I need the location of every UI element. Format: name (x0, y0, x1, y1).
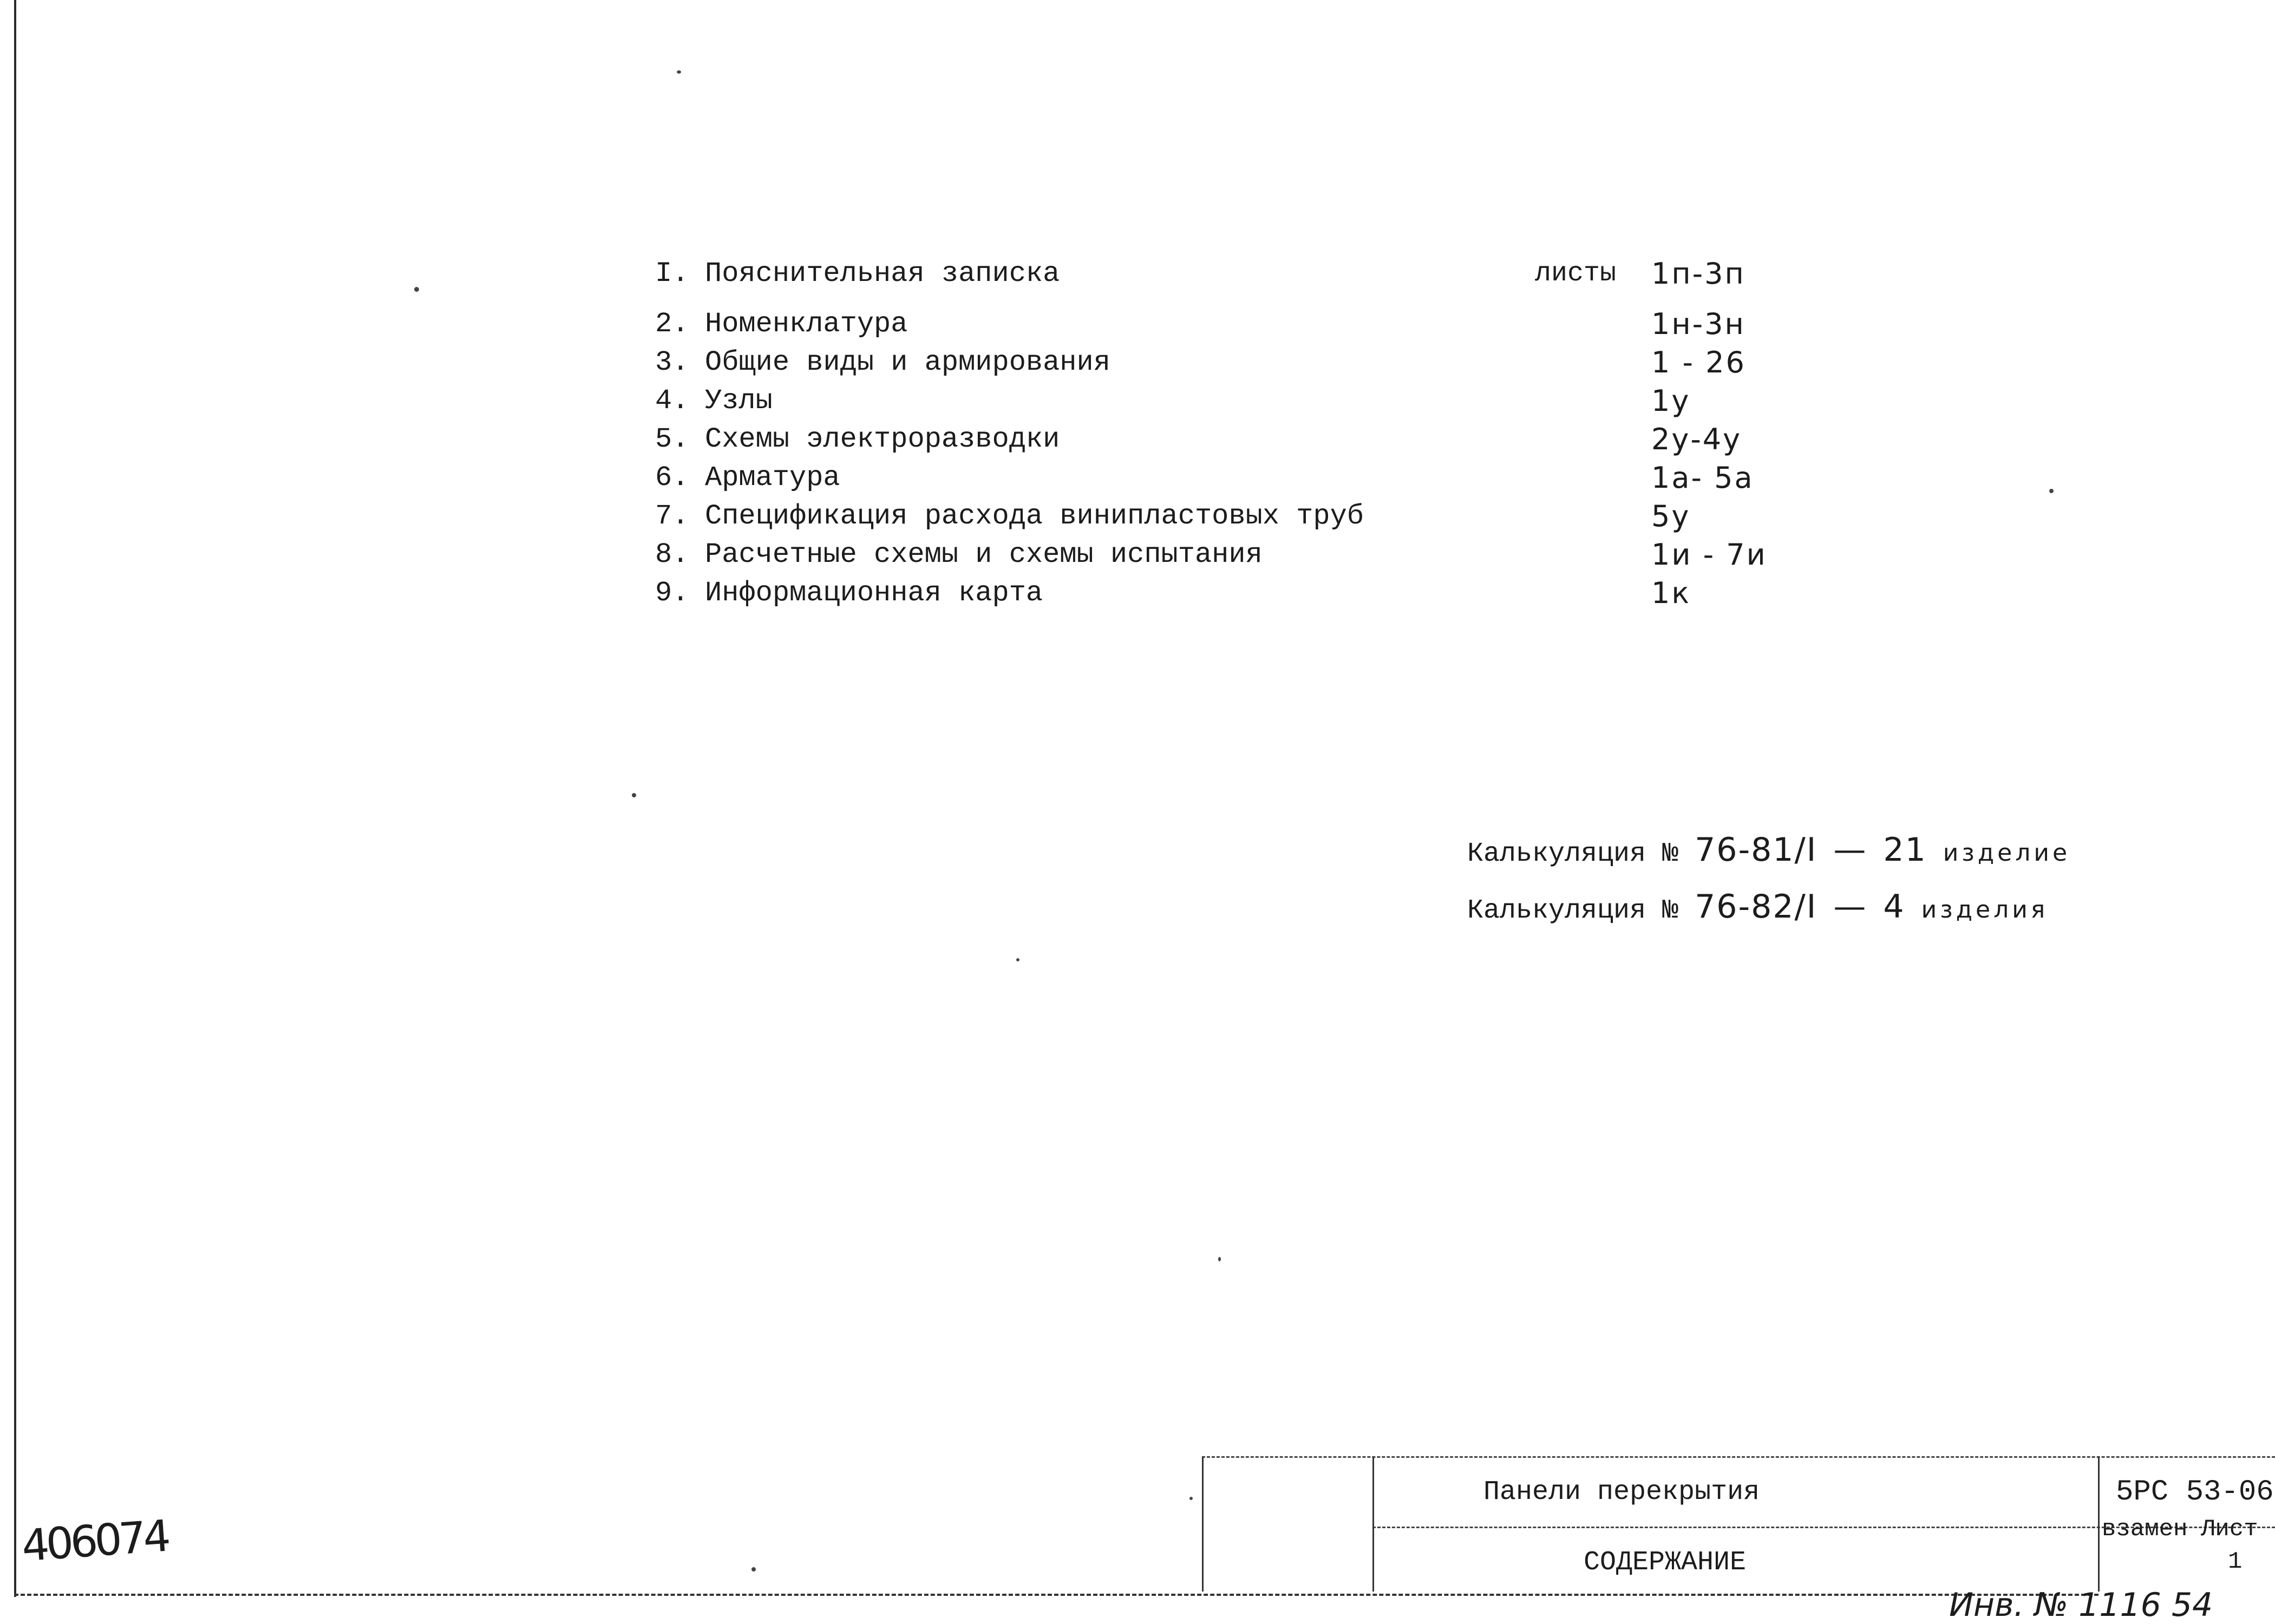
title-block-top-rule (1202, 1456, 2275, 1458)
calculation-line (1467, 831, 2171, 869)
contents-number: 6. (655, 462, 689, 494)
contents-number: 7. (655, 500, 689, 532)
scan-speck (632, 793, 636, 797)
drawing-code: 5РС 53-06 (2116, 1476, 2274, 1509)
inventory-stamp: 406074 (20, 1510, 169, 1571)
contents-sheets: 1 - 26 (1651, 345, 1746, 379)
contents-sheets: 5у (1651, 499, 1691, 533)
section-name: СОДЕРЖАНИЕ (1584, 1547, 1747, 1578)
contents-number: 5. (655, 423, 689, 455)
calculation-unit: изделие (1943, 839, 2071, 867)
calculation-number: 76-81/I (1695, 831, 1818, 869)
contents-title: Общие виды и армирования (705, 346, 1110, 378)
calculation-number: 76-82/I (1695, 888, 1818, 926)
contents-sheets: 2у-4у (1651, 422, 1742, 456)
replace-label: взамен (2102, 1516, 2188, 1543)
contents-row (655, 535, 1819, 574)
contents-list (655, 254, 1819, 612)
contents-sheets: 1и - 7и (1651, 538, 1767, 572)
contents-title: Номенклатура (705, 308, 908, 340)
calculation-count: 4 (1883, 888, 1905, 926)
contents-number: 9. (655, 577, 689, 609)
title-block-divider (1372, 1456, 1374, 1592)
contents-sheets: 1у (1651, 384, 1691, 418)
sheet-label: Лист (2201, 1516, 2258, 1543)
contents-row (655, 254, 1819, 293)
contents-title: Спецификация расхода винипластовых труб (705, 500, 1364, 532)
bottom-note: Инв. № 1116 54 (1949, 1586, 2213, 1624)
contents-row (655, 574, 1819, 612)
sheets-label: листы (1535, 258, 1617, 289)
contents-row (655, 497, 1819, 535)
contents-row (655, 420, 1819, 459)
calculation-label: Калькуляция № (1467, 839, 1679, 869)
contents-sheets: 1н-3н (1651, 307, 1746, 341)
scan-speck (1016, 958, 1019, 961)
contents-number: 2. (655, 308, 689, 340)
calculation-line (1467, 888, 2171, 926)
title-block-divider (2098, 1456, 2100, 1592)
contents-title: Пояснительная записка (705, 258, 1060, 290)
contents-sheets: 1а- 5а (1651, 461, 1754, 495)
frame-bottom-border (14, 1594, 2099, 1596)
frame-left-border (14, 0, 16, 1597)
contents-number: I. (655, 258, 689, 290)
calculation-count: 21 (1883, 831, 1927, 869)
calculation-dash: — (1833, 888, 1867, 926)
contents-title: Схемы электроразводки (705, 423, 1060, 455)
contents-number: 4. (655, 385, 689, 417)
contents-title: Узлы (705, 385, 773, 417)
contents-title: Арматура (705, 462, 840, 494)
calculation-dash: — (1833, 831, 1867, 869)
contents-row (655, 382, 1819, 420)
contents-row (655, 343, 1819, 382)
contents-sheets: 1к (1651, 576, 1691, 610)
scan-speck (751, 1567, 756, 1571)
title-block (1202, 1456, 2275, 1592)
product-name: Панели перекрытия (1483, 1477, 1760, 1508)
contents-number: 3. (655, 346, 689, 378)
sheet-value: 1 (2228, 1548, 2243, 1575)
scan-speck (414, 287, 419, 292)
contents-title: Информационная карта (705, 577, 1043, 609)
contents-title: Расчетные схемы и схемы испытания (705, 539, 1263, 571)
contents-row (655, 305, 1819, 343)
contents-row (655, 459, 1819, 497)
calculation-unit: изделия (1921, 896, 2049, 924)
title-block-divider (1202, 1456, 1204, 1592)
contents-number: 8. (655, 539, 689, 571)
scan-speck (2049, 489, 2054, 493)
scan-speck (1189, 1497, 1193, 1500)
scan-speck (1218, 1257, 1221, 1261)
scan-speck (677, 70, 681, 74)
contents-sheets: 1п-3п (1651, 257, 1746, 291)
calculation-label: Калькуляция № (1467, 895, 1679, 926)
